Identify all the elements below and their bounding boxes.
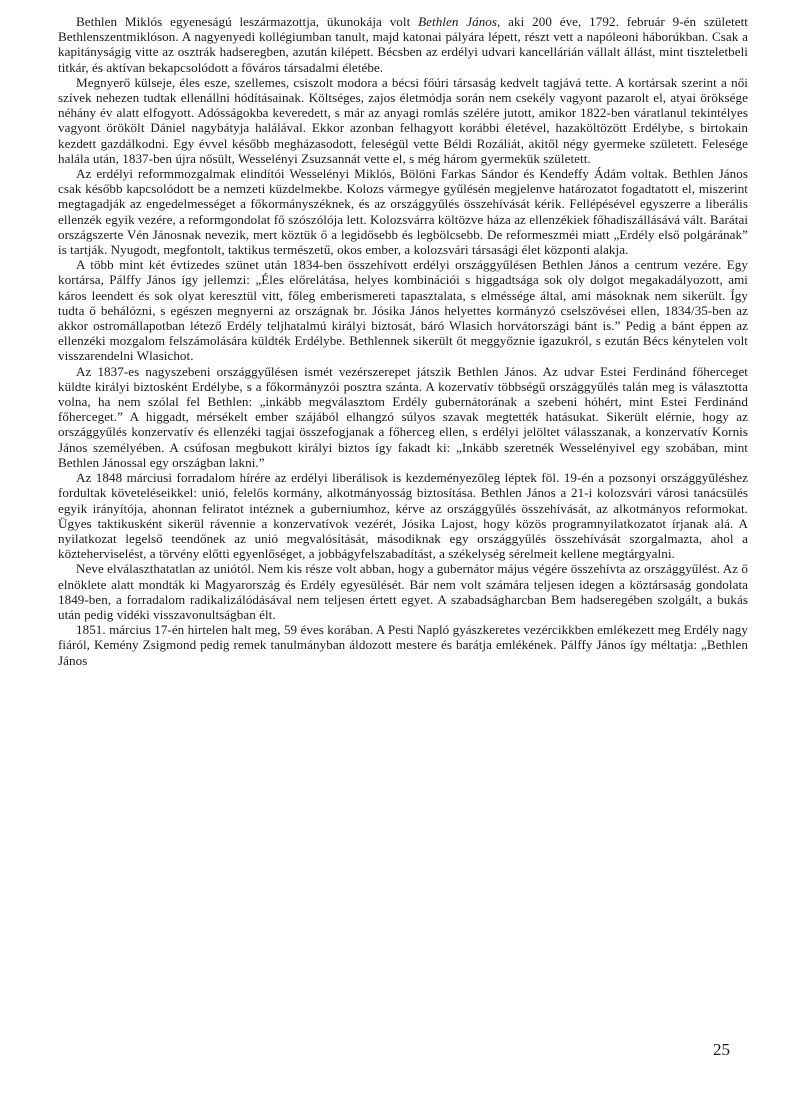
paragraph-5: Az 1837-es nagyszebeni országgyűlésen ismét vezérszerepet játszik Bethlen János. Az udvar Estei Ferdinánd főherceget küldte királyi biztosként Erdélybe, s a főkormányzói posztra szánta. A kozervatív többségű országgyűlés talán meg is választotta volna, ha nem szólal fel Bethlen: „inkább megválasztom Erdély gubernátorának a szebeni hóhért, mint Estei Ferdinánd főherceget.” A higgadt, mérsékelt ember szájából elhangzó súlyos szavak megtették hatásukat. Sikerült elérnie, hogy az országgyűlés konzervatív és ellenzéki tagjai összefogjanak a főherceg ellen, s erdélyi jelöltet válasszanak, a konzervatív Kornis János személyében. A csúfosan megbukott királyi biztos így fakadt ki: „Inkább szeretnék Wesselényivel egy szobában, mint Bethlen Jánossal egy országban lakni.” (58, 363, 748, 470)
paragraph-6: Az 1848 márciusi forradalom hírére az erdélyi liberálisok is kezdeményezőleg léptek föl. 19-én a pozsonyi országgyűléshez fordultak követeléseikkel: unió, felelős kormány, alkotmányosság biztosítása. Bethlen János a 21-i kolozsvári városi tanácsülés egyik irányítója, ahonnan feliratot intéznek a guberniumhoz, kérve az országgyűlés összehívását, az alkotmányos reformokat. Ügyes taktikusként sikerül rávennie a konzervatívok vezérét, Jósika Lajost, hogy közös programnyilatkozatot írjanak alá. A nyilatkozat legelső teendőnek az unió megvalósítását, másodiknak egy országgyűlés összehívását szorgalmazta, ahol a közteherviselést, a törvény előtti egyenlőséget, a jobbágyfelszabadítást, a székelység sérelmeit kellene megtárgyalni. (58, 470, 748, 562)
paragraph-1-rest: aki 200 éve, 1792. február 9-én született Bethlenszentmiklóson. A nagyenyedi kollégiumban tanult, majd katonai pályára lépett, részt vett a napóleoni háborúkban. Csak a kapitányságig vitte az osztrák hadseregben, azután kilépett. Bécsben az erdélyi udvari kancellárián vállalt állást, mint tiszteletbeli titkár, és aktívan bekapcsolódott a főváros társadalmi életébe. (58, 14, 748, 75)
paragraph-2: Megnyerő külseje, éles esze, szellemes, csiszolt modora a bécsi főúri társaság kedvelt tagjává tette. A kortársak szerint a női szívek nehezen tudtak ellenállni hódításainak. Költséges, zajos életmódja során nem csekély vagyont pazarolt el, atyai öröksége néhány év alatt elfogyott. Adósságokba keveredett, s már az anyagi romlás szélére jutott, amikor 1822-ben váratlanul tekintélyes vagyont örökölt Dániel nagybátyja halálával. Ekkor azonban felhagyott korábbi életével, hazaköltözött Erdélybe, s birtokain kezdett gazdálkodni. Egy évvel később megházasodott, feleségül vette Béldi Rozáliát, akitől négy gyermeke született. Felesége halála után, 1837-ben újra nősült, Wesselényi Zsuzsannát vette el, s még három gyermekük született. (58, 74, 748, 166)
paragraph-1 (58, 14, 748, 75)
paragraph-8: 1851. március 17-én hirtelen halt meg, 59 éves korában. A Pesti Napló gyászkeretes vezércikkben emlékezett meg Erdély nagy fiáról, Kemény Zsigmond pedig remek tanulmányban áldozott mestere és barátja emlékének. Pálffy János így méltatja: „Bethlen János (58, 622, 748, 668)
paragraph-7: Neve elválaszthatatlan az uniótól. Nem kis része volt abban, hogy a gubernátor május végére összehívta az országgyűlést. Az ő elnöklete alatt mondták ki Magyarország és Erdély egyesülését. Bár nem volt számára teljesen idegen a köztársaság gondolata 1849-ben, a forradalom radikalizálódásával nem teljesen értett egyet. A szabadságharcban Bem hadseregében szolgált, a bukás után pedig vidéki visszavonultságban élt. (58, 561, 748, 622)
paragraph-4: A több mint két évtizedes szünet után 1834-ben összehívott erdélyi országgyűlésen Bethlen János a centrum vezére. Egy kortársa, Pálffy János így jellemzi: „Éles előrelátása, helyes kombinációi s higgadtsága sok oly dolgot megakadályozott, ami káros leendett és sok olyat keresztül vitt, főleg emberismereti tapasztalata, s elméssége által, ami másoknak nem sikerült. Így tudta ő behálózni, s egészen megnyerni az országnak br. Jósika János helyettes kormányzó cselszövései ellen, 1834/35-ben az akkor ostromállapotban létező Erdély teljhatalmú királyi biztosát, báró Wlasich horvátországi bánt is.” Pedig a bánt éppen az ellenzéki mozgalom felszámolására küldték Erdélybe. Bethlennek sikerült őt meggyőznie igazukról, s ezután Bécs kénytelen volt visszarendelni Wlasichot. (58, 257, 748, 364)
paragraph-3: Az erdélyi reformmozgalmak elindítói Wesselényi Miklós, Bölöni Farkas Sándor és Kendeffy Ádám voltak. Bethlen János csak később kapcsolódott be a nemzeti küzdelmekbe. Kolozs vármegye gyűlésén megjelenve határozatot fogadtatott el, miszerint megtagadják az engedelmességet a főkormányszéknek, és az országgyűlés összehívását kérik. Fellépésével egyszerre a liberális ellenzék egyik vezére, a reformgondolat fő szószólója lett. Kolozsvárra költözve háza az ellenzékiek főhadiszállásává vált. Barátai országszerte Vén Jánosnak nevezik, mert köztük ő a legidősebb és legbölcsebb. De reformeszméi miatt „Erdély első polgárának” is tartják. Nyugodt, megfontolt, taktikus természetű, okos ember, a kolozsvári társasági élet központi alakja. (58, 166, 749, 258)
name-bethlen-janos: Bethlen János, (418, 14, 501, 29)
paragraph-1-lead: Bethlen Miklós egyeneságú leszármazottja, ükunokája volt (76, 14, 419, 29)
page-body (58, 14, 748, 668)
page-number: 25 (713, 1040, 730, 1059)
